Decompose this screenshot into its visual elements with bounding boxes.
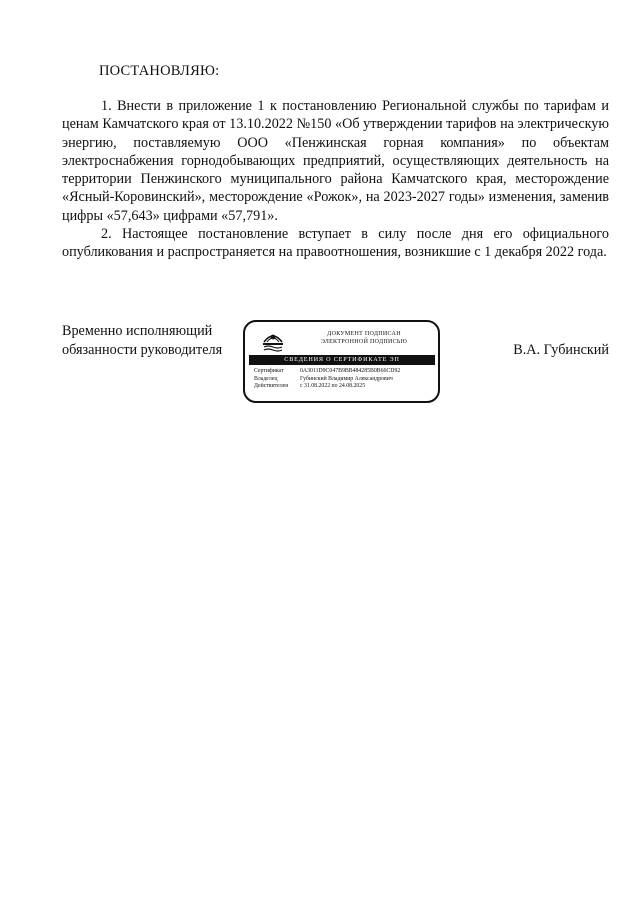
stamp-row-value: с 31.08.2022 по 24.08.2025 <box>300 383 366 390</box>
paragraph-2: 2. Настоящее постановление вступает в силу после дня его официального опубликования и распространяется на правоотношения, возникшие с 1 декабря 2022 года. <box>62 226 609 261</box>
stamp-certificate-bar: СВЕДЕНИЯ О СЕРТИФИКАТЕ ЭП <box>249 355 435 365</box>
stamp-row-value: 0A3011D9C047B9BB484285B0B66CD92 <box>300 368 401 374</box>
signatory-position-line1: Временно исполняющий <box>62 323 213 339</box>
resolution-body <box>62 97 609 262</box>
stamp-row-validity <box>254 383 400 391</box>
electronic-signature-stamp <box>243 320 440 403</box>
stamp-details <box>254 368 400 391</box>
stamp-title-line1: ДОКУМЕНТ ПОДПИСАН <box>327 331 401 337</box>
signatory-position-line2: обязанности руководителя <box>62 341 223 358</box>
stamp-row-label: Владелец <box>254 375 278 382</box>
crest-icon <box>260 328 286 352</box>
stamp-row-label: Действителен <box>254 383 289 390</box>
signatory-position <box>62 322 222 359</box>
stamp-title <box>299 331 429 346</box>
resolution-heading: ПОСТАНОВЛЯЮ: <box>99 63 220 79</box>
signatory-name: В.А. Губинский <box>513 342 609 358</box>
stamp-row-value: Губинский Владимир Александрович <box>300 375 393 382</box>
stamp-row-certificate <box>254 368 400 376</box>
stamp-title-line2: ЭЛЕКТРОННОЙ ПОДПИСЬЮ <box>320 338 408 345</box>
stamp-row-label: Сертификат <box>254 368 284 374</box>
paragraph-1: 1. Внести в приложение 1 к постановлению Региональной службы по тарифам и ценам Камчатского края от 13.10.2022 №150 «Об утверждении тарифов на электрическую энергию, поставляемую ООО «Пенжинская горная компания» по объектам электроснабжения горнодобывающих предприятий, осуществляющих деятельность на территории Пенжинского муниципального района Камчатского края, месторождение «Ясный-Коровинский», месторождение «Рожок», на 2023-2027 годы» изменения, заменив цифры «57,643» цифрами «57,791». <box>62 98 609 224</box>
